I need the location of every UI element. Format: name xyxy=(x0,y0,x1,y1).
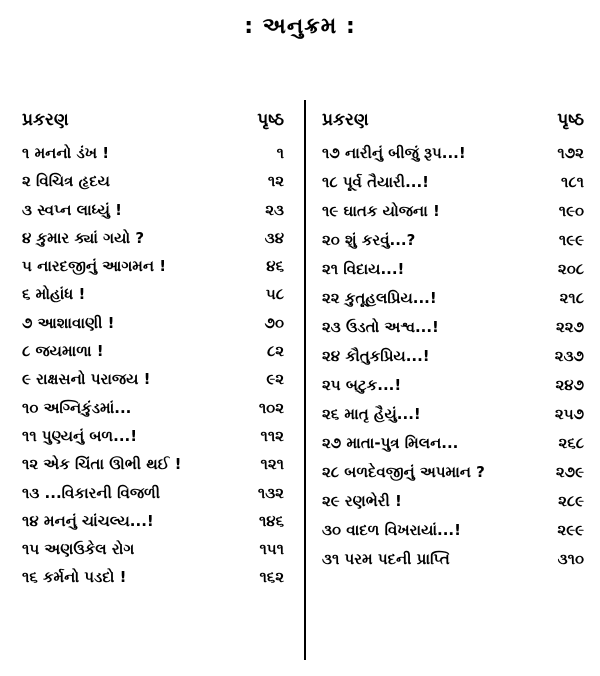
chapter-title: ૨૧ વિદાય...! xyxy=(322,260,405,278)
page-number: ૩૧૦ xyxy=(557,550,584,568)
chapter-title: ૭ આશાવાણી ! xyxy=(22,313,115,332)
toc-entry xyxy=(322,260,584,289)
chapter-title: ૧૮ પૂર્વ તૈયારી...! xyxy=(322,173,430,191)
toc-entry xyxy=(322,405,584,434)
page-number: ૧૦૨ xyxy=(258,398,284,417)
chapter-title: ૩૧ પરમ પદની પ્રાપ્તિ xyxy=(322,550,450,568)
chapter-title: ૩૦ વાદળ વિખરાયાં...! xyxy=(322,521,461,539)
page-number: ૨૫૭ xyxy=(554,405,584,423)
page-number: ૧ xyxy=(276,144,284,162)
toc-entry xyxy=(22,484,284,512)
toc-entry xyxy=(22,229,284,257)
chapter-title: ૨૩ ઉડતો અશ્વ...! xyxy=(322,318,439,336)
chapter-header: પ્રકરણ xyxy=(322,110,369,130)
toc-column-right xyxy=(322,110,584,579)
page-number: ૨૩૭ xyxy=(554,347,584,365)
column-divider xyxy=(304,100,306,660)
toc-entry xyxy=(322,144,584,173)
page-number: ૧૮૧ xyxy=(561,173,584,191)
page-number: ૨૭૯ xyxy=(555,463,584,481)
toc-entry xyxy=(322,434,584,463)
toc-entry xyxy=(22,201,284,229)
page-number: ૧૪૬ xyxy=(258,511,284,530)
page-number: ૧૯૦ xyxy=(558,202,584,220)
chapter-title: ૨૯ રણભેરી ! xyxy=(322,492,402,510)
chapter-title: ૬ મોહાંધ ! xyxy=(22,285,86,304)
page-number: ૨૬૮ xyxy=(558,434,584,452)
page-number: ૧૧૨ xyxy=(260,426,284,445)
chapter-title: ૨૮ બળદેવજીનું અપમાન ? xyxy=(322,463,485,481)
page-number: ૧૩૨ xyxy=(257,483,284,502)
chapter-title: ૯ રાક્ષસનો પરાજય ! xyxy=(22,370,151,389)
toc-entry xyxy=(22,257,284,285)
toc-entry xyxy=(322,492,584,521)
chapter-header: પ્રકરણ xyxy=(22,110,69,130)
page-number: ૧૯૯ xyxy=(558,231,584,249)
chapter-title: ૫ નારદજીનું આગમન ! xyxy=(22,257,167,276)
toc-entry xyxy=(22,342,284,370)
chapter-title: ૪ કુમાર ક્યાં ગયો ? xyxy=(22,228,145,247)
page-number: ૮૨ xyxy=(266,342,284,361)
page-number: ૨૨૭ xyxy=(555,318,584,336)
toc-entry xyxy=(322,347,584,376)
toc-entry xyxy=(322,289,584,318)
page-number: ૧૫૧ xyxy=(259,540,284,559)
chapter-title: ૧૨ એક ચિંતા ઊભી થઈ ! xyxy=(22,455,182,474)
toc-entry xyxy=(22,512,284,540)
toc-entry xyxy=(22,172,284,200)
toc-entry xyxy=(22,144,284,172)
chapter-title: ૮ જયમાળા ! xyxy=(22,342,104,361)
chapter-title: ૧૬ કર્મનો પડદો ! xyxy=(22,568,127,587)
toc-entry xyxy=(322,521,584,550)
chapter-title: ૧૯ ઘાતક યોજના ! xyxy=(322,202,440,220)
toc-entry xyxy=(322,318,584,347)
toc-entry xyxy=(22,399,284,427)
chapter-title: ૧૩ ...વિકારની વિજળી xyxy=(22,483,161,502)
page-number: ૨૯૯ xyxy=(557,521,584,539)
toc-header xyxy=(322,110,584,144)
page-number: ૧૨ xyxy=(267,172,284,191)
toc-entry xyxy=(22,314,284,342)
chapter-title: ૧૫ અણઉકેલ રોગ xyxy=(22,540,135,559)
toc-entry xyxy=(22,540,284,568)
chapter-title: ૧૧ પુણ્યનું બળ...! xyxy=(22,426,138,445)
page-number: ૧૨૧ xyxy=(260,455,284,474)
page-number: ૫૮ xyxy=(265,285,284,304)
toc-entry xyxy=(22,455,284,483)
chapter-title: ૧૭ નારીનું બીજું રૂપ...! xyxy=(322,144,466,162)
page-number: ૯૨ xyxy=(266,370,284,389)
toc-entry xyxy=(322,202,584,231)
chapter-title: ૨૬ માતૃ હૈયું...! xyxy=(322,405,421,423)
toc-header xyxy=(22,110,284,144)
page-header: પૃષ્ઠ xyxy=(257,110,284,130)
page-number: ૭૦ xyxy=(264,313,284,332)
page-number: ૨૪૭ xyxy=(555,376,584,394)
page-number: ૧૬૨ xyxy=(259,568,284,587)
toc-column-left xyxy=(22,110,284,597)
toc-entry xyxy=(322,231,584,260)
chapter-title: ૨ વિચિત્ર હૃદય xyxy=(22,172,110,191)
page-title: : અનુક્રમ : xyxy=(244,14,356,39)
toc-entry xyxy=(322,463,584,492)
page-number: ૨૦૮ xyxy=(557,260,584,278)
chapter-title: ૨૭ માતા-પુત્ર મિલન... xyxy=(322,434,459,452)
page-number: ૨૧૮ xyxy=(559,289,584,307)
toc-entry xyxy=(22,285,284,313)
toc-entry xyxy=(322,173,584,202)
chapter-title: ૧ મનનો ડંખ ! xyxy=(22,144,110,162)
toc-entry xyxy=(22,427,284,455)
chapter-title: ૨૨ કુતૂહલપ્રિય...! xyxy=(322,289,437,307)
toc-entry xyxy=(322,550,584,579)
toc-entry xyxy=(22,370,284,398)
toc-entry xyxy=(22,568,284,596)
chapter-title: ૨૫ બટુક...! xyxy=(322,376,402,394)
page-number: ૨૩ xyxy=(265,200,284,219)
chapter-title: ૧૪ મનનું ચાંચલ્ય...! xyxy=(22,511,154,530)
chapter-title: ૨૪ કૌતુકપ્રિય...! xyxy=(322,347,430,365)
chapter-title: ૧૦ અગ્નિકુંડમાં... xyxy=(22,398,132,417)
page-number: ૨૮૯ xyxy=(558,492,584,510)
chapter-title: ૩ સ્વપ્ન લાધ્યું ! xyxy=(22,200,122,219)
page-header: પૃષ્ઠ xyxy=(557,110,584,130)
chapter-title: ૨૦ શું કરવું...? xyxy=(322,231,416,249)
page-number: ૧૭૨ xyxy=(557,144,584,162)
page-number: ૩૪ xyxy=(264,228,284,247)
toc-entry xyxy=(322,376,584,405)
page-number: ૪૬ xyxy=(266,257,284,276)
